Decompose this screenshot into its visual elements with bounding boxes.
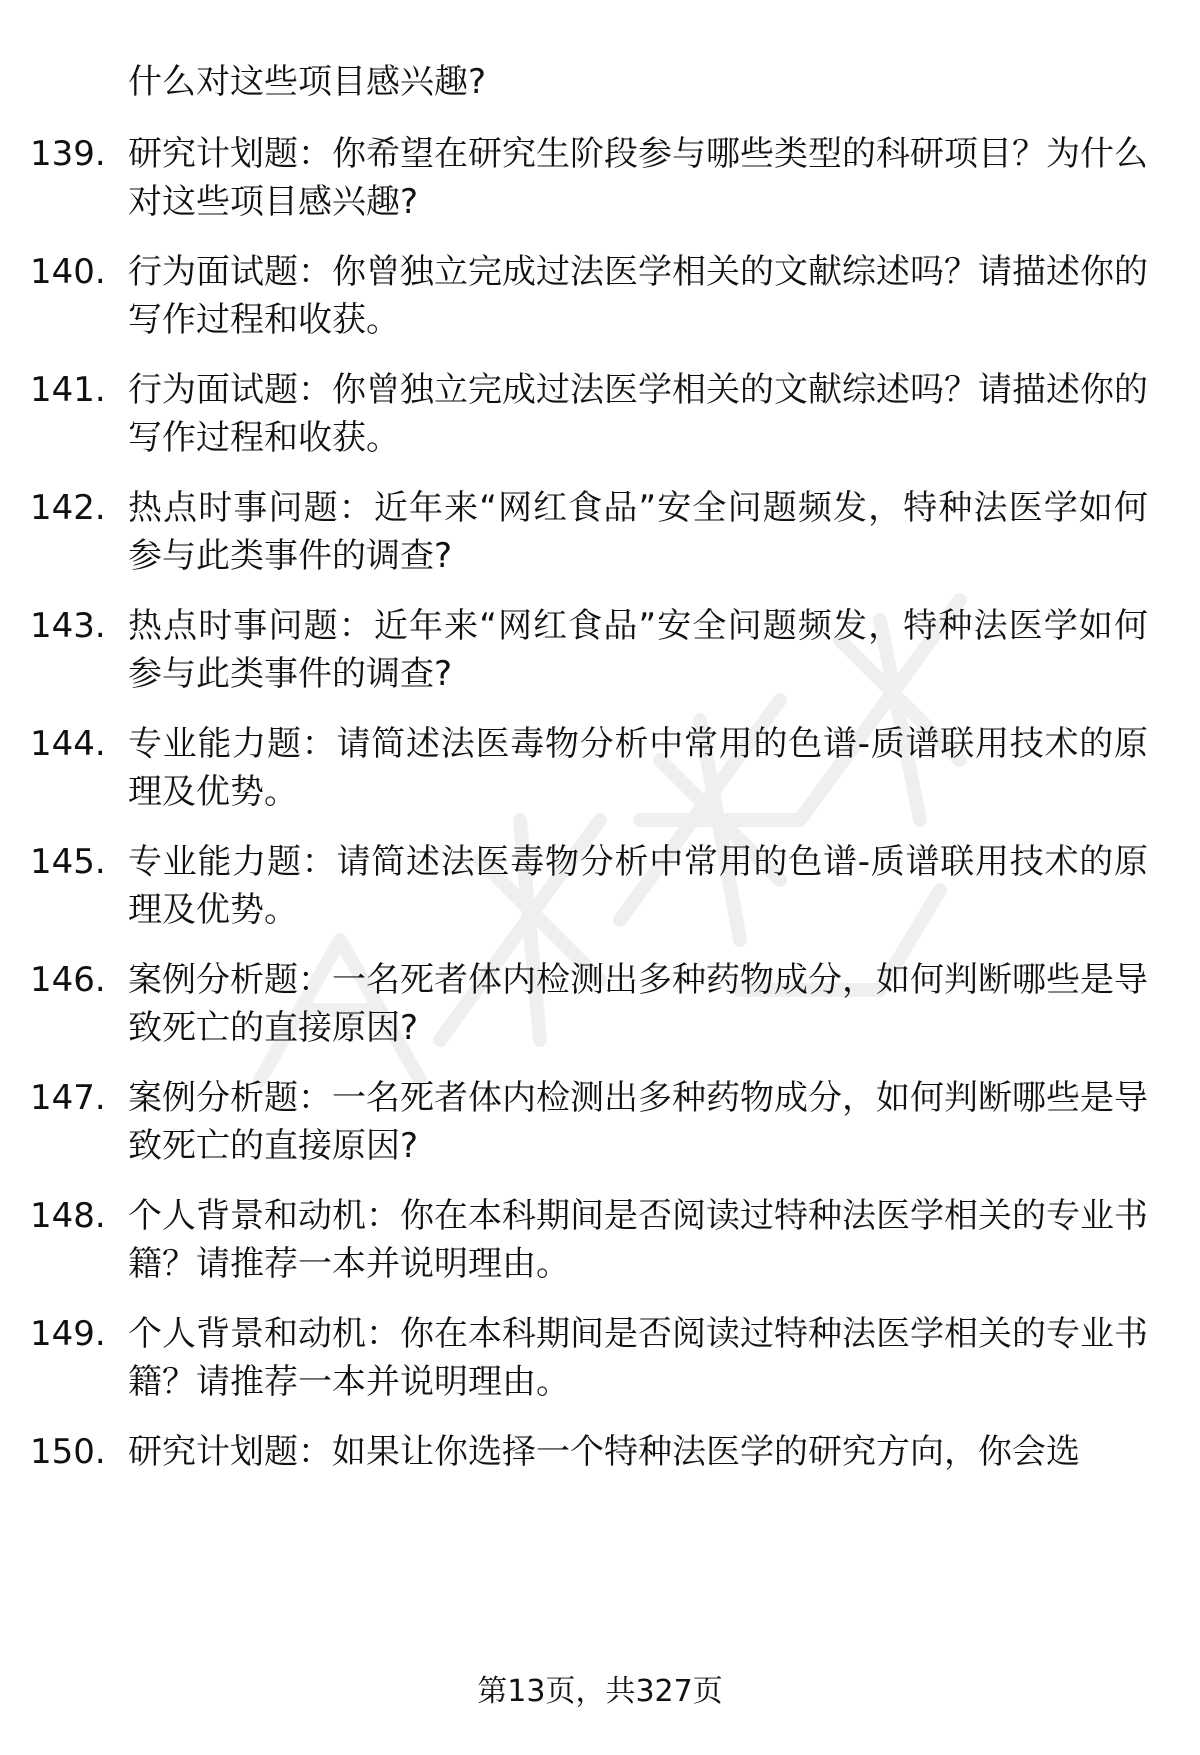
item-number: 145. xyxy=(30,842,106,882)
item-text: 研究计划题：你希望在研究生阶段参与哪些类型的科研项目？为什么对这些项目感兴趣? xyxy=(128,134,1148,222)
item-text: 案例分析题：一名死者体内检测出多种药物成分，如何判断哪些是导致死亡的直接原因? xyxy=(128,960,1148,1048)
list-item xyxy=(0,484,1200,588)
list-item xyxy=(0,1074,1200,1178)
item-text: 研究计划题：如果让你选择一个特种法医学的研究方向，你会选 xyxy=(128,1432,1080,1472)
item-number: 140. xyxy=(30,252,106,292)
list-item xyxy=(0,248,1200,352)
item-text: 专业能力题：请简述法医毒物分析中常用的色谱-质谱联用技术的原理及优势。 xyxy=(128,724,1148,812)
item-number: 147. xyxy=(30,1078,106,1118)
item-text: 行为面试题：你曾独立完成过法医学相关的文献综述吗？请描述你的写作过程和收获。 xyxy=(128,370,1148,458)
list-item xyxy=(0,720,1200,824)
list-item xyxy=(0,130,1200,234)
item-number: 150. xyxy=(30,1432,106,1472)
item-text: 热点时事问题：近年来“网红食品”安全问题频发，特种法医学如何参与此类事件的调查? xyxy=(128,488,1148,576)
item-number: 146. xyxy=(30,960,106,1000)
continuation-line: 什么对这些项目感兴趣? xyxy=(128,62,487,102)
list-item xyxy=(0,602,1200,706)
list-item xyxy=(0,1310,1200,1414)
item-text: 行为面试题：你曾独立完成过法医学相关的文献综述吗？请描述你的写作过程和收获。 xyxy=(128,252,1148,340)
list-item xyxy=(0,1192,1200,1296)
list-item xyxy=(0,366,1200,470)
item-text: 个人背景和动机：你在本科期间是否阅读过特种法医学相关的专业书籍？请推荐一本并说明理由。 xyxy=(128,1314,1148,1402)
item-text: 个人背景和动机：你在本科期间是否阅读过特种法医学相关的专业书籍？请推荐一本并说明理由。 xyxy=(128,1196,1148,1284)
list-item xyxy=(0,956,1200,1060)
item-number: 149. xyxy=(30,1314,106,1354)
item-number: 141. xyxy=(30,370,106,410)
list-item xyxy=(0,1428,1200,1484)
item-number: 144. xyxy=(30,724,106,764)
item-number: 143. xyxy=(30,606,106,646)
item-number: 148. xyxy=(30,1196,106,1236)
item-number: 139. xyxy=(30,134,106,174)
item-text: 热点时事问题：近年来“网红食品”安全问题频发，特种法医学如何参与此类事件的调查? xyxy=(128,606,1148,694)
list-item xyxy=(0,838,1200,942)
page-footer: 第13页，共327页 xyxy=(477,1674,723,1709)
item-text: 案例分析题：一名死者体内检测出多种药物成分，如何判断哪些是导致死亡的直接原因? xyxy=(128,1078,1148,1166)
item-number: 142. xyxy=(30,488,106,528)
item-text: 专业能力题：请简述法医毒物分析中常用的色谱-质谱联用技术的原理及优势。 xyxy=(128,842,1148,930)
